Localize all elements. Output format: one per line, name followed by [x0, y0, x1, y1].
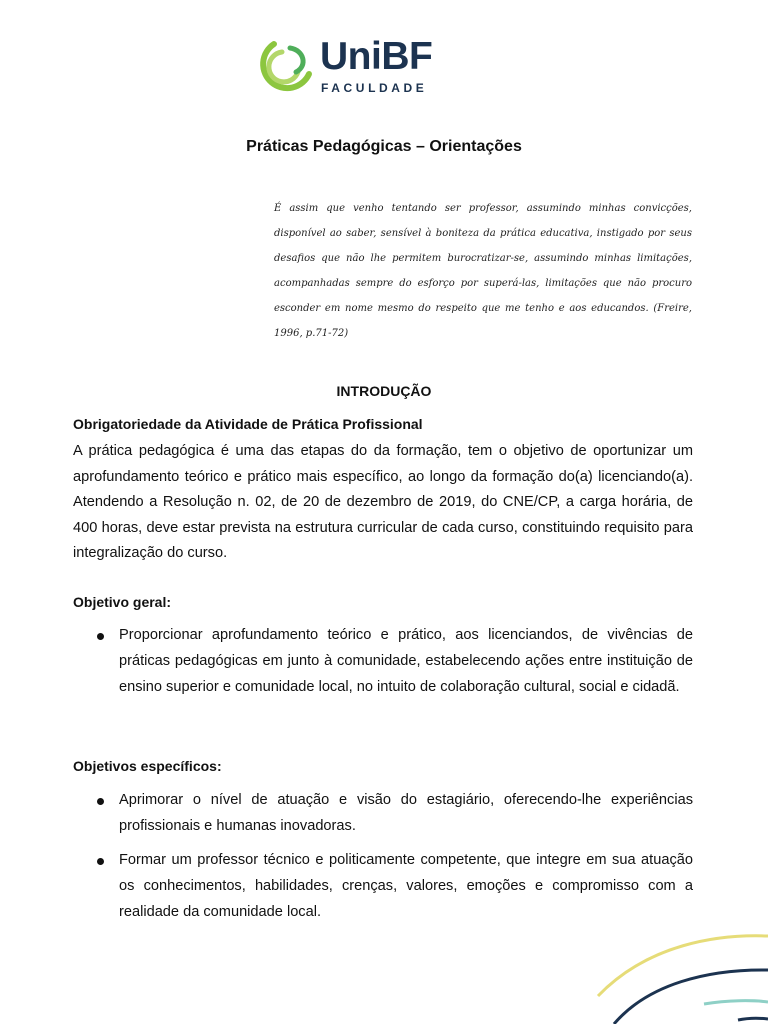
logo-subtitle: FACULDADE: [321, 81, 428, 95]
objetivos-especificos-list: [73, 787, 693, 925]
bullet-icon: [97, 798, 104, 805]
list-item-text: Proporcionar aprofundamento teórico e prático, aos licenciandos, de vivências de práticas pedagógicas em junto à comunidade, estabelecendo ações entre instituição de ensino superior e comunidade local, no intuito de colaboração cultural, social e cidadã.: [119, 627, 693, 695]
list-item: [73, 622, 693, 700]
objetivos-especificos-title: Objetivos específicos:: [73, 758, 222, 774]
section-heading: INTRODUÇÃO: [336, 383, 432, 399]
logo-wordmark: UniBF: [320, 35, 433, 78]
decorative-curves: [588, 934, 768, 1024]
obrigatoriedade-title: Obrigatoriedade da Atividade de Prática Profissional: [73, 416, 423, 432]
bullet-icon: [97, 633, 104, 640]
objetivo-geral-list: [73, 622, 693, 700]
obrigatoriedade-paragraph: A prática pedagógica é uma das etapas do da formação, tem o objetivo de oportunizar um aprofundamento teórico e prático mais específico, ao longo da formação do(a) licenciando(a). Atendendo a Resolução n. 02, de 20 de dezembro de 2019, do CNE/CP, a carga horária, de 400 horas, deve estar prevista na estrutura curricular de cada curso, constituindo requisito para integralização do curso.: [73, 443, 693, 561]
unibf-logo: [254, 35, 464, 98]
swirl-logo-icon: [254, 38, 316, 94]
document-title: Práticas Pedagógicas – Orientações: [246, 138, 522, 155]
list-item: [73, 847, 693, 925]
bullet-icon: [97, 858, 104, 865]
list-item-text: Aprimorar o nível de atuação e visão do estagiário, oferecendo-lhe experiências profissionais e humanas inovadoras.: [119, 792, 693, 834]
epigraph-quote: É assim que venho tentando ser professor, assumindo minhas convicções, disponível ao saber, sensível à boniteza da prática educativa, instigado por seus desafios que não lhe permitem burocratizar-se, assumindo minhas limitações, acompanhadas sempre do esforço por superá-las, limitações que não procuro esconder em nome mesmo do respeito que me tenho e aos educandos. (Freire, 1996, p.71-72): [274, 203, 692, 339]
list-item: [73, 787, 693, 839]
list-item-text: Formar um professor técnico e politicamente competente, que integre em sua atuação os conhecimentos, habilidades, crenças, valores, emoções e compromisso com a realidade da comunidade local.: [119, 852, 693, 920]
objetivo-geral-title: Objetivo geral:: [73, 594, 172, 610]
